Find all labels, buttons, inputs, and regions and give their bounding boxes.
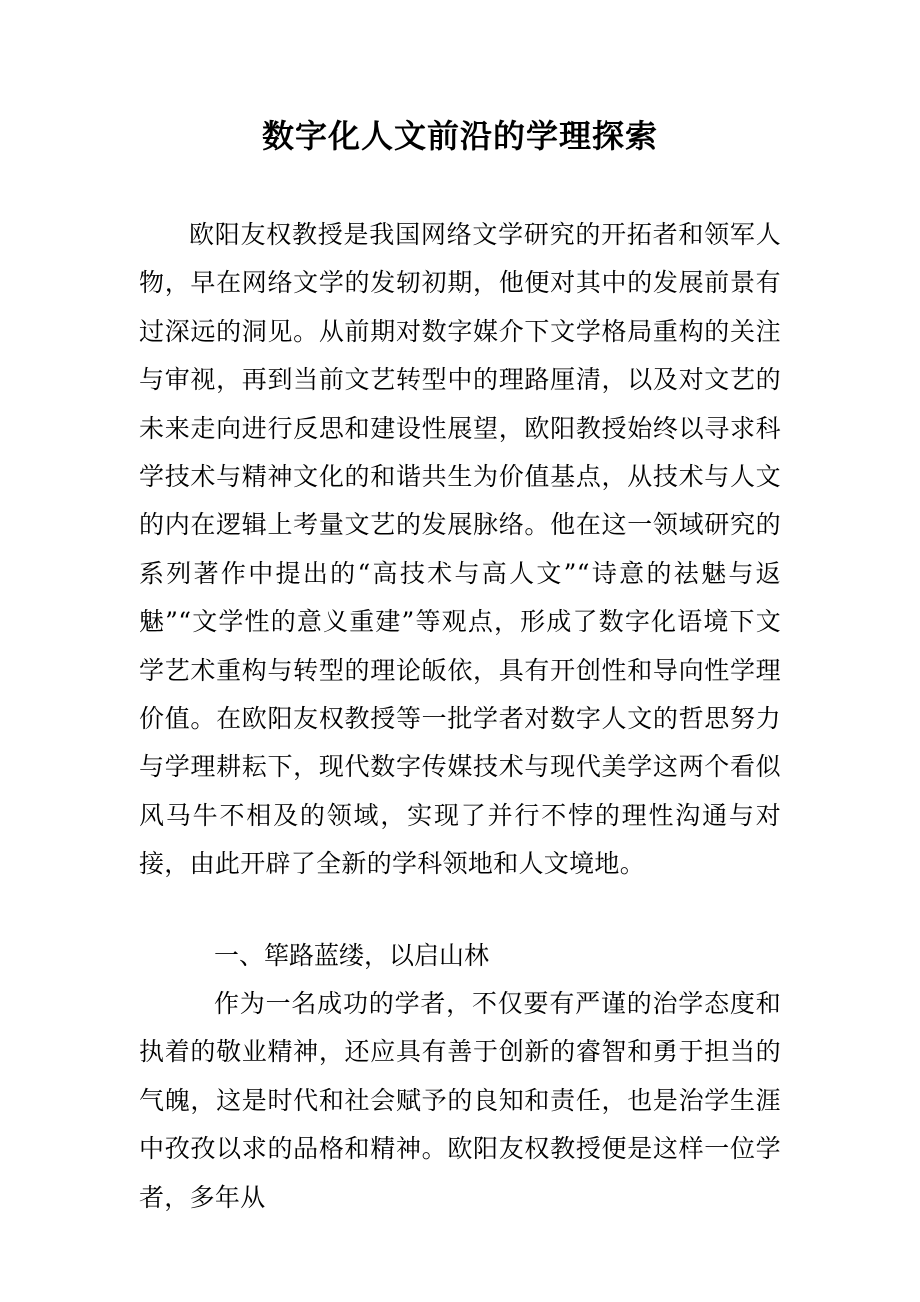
section-heading: 一、筚路蓝缕，以启山林 [214, 941, 490, 970]
document-title: 数字化人文前沿的学理探索 [261, 117, 658, 155]
body-paragraph-2: 作为一名成功的学者，不仅要有严谨的治学态度和执着的敬业精神，还应具有善于创新的睿智和勇于担当的气魄，这是时代和社会赋予的良知和责任，也是治学生涯中孜孜以求的品格和精神。欧阳友权教授便是这样一位学者，多年从 [139, 989, 781, 1212]
body-paragraph-1: 欧阳友权教授是我国网络文学研究的开拓者和领军人物，早在网络文学的发轫初期，他便对其中的发展前景有过深远的洞见。从前期对数字媒介下文学格局重构的关注与审视，再到当前文艺转型中的理路厘清，以及对文艺的未来走向进行反思和建设性展望，欧阳教授始终以寻求科学技术与精神文化的和谐共生为价值基点，从技术与人文的内在逻辑上考量文艺的发展脉络。他在这一领域研究的系列著作中提出的“高技术与高人文”“诗意的祛魅与返魅”“文学性的意义重建”等观点，形成了数字化语境下文学艺术重构与转型的理论皈依，具有开创性和导向性学理价值。在欧阳友权教授等一批学者对数字人文的哲思努力与学理耕耘下，现代数字传媒技术与现代美学这两个看似风马牛不相及的领域，实现了并行不悖的理性沟通与对接，由此开辟了全新的学科领地和人文境地。 [139, 220, 781, 879]
